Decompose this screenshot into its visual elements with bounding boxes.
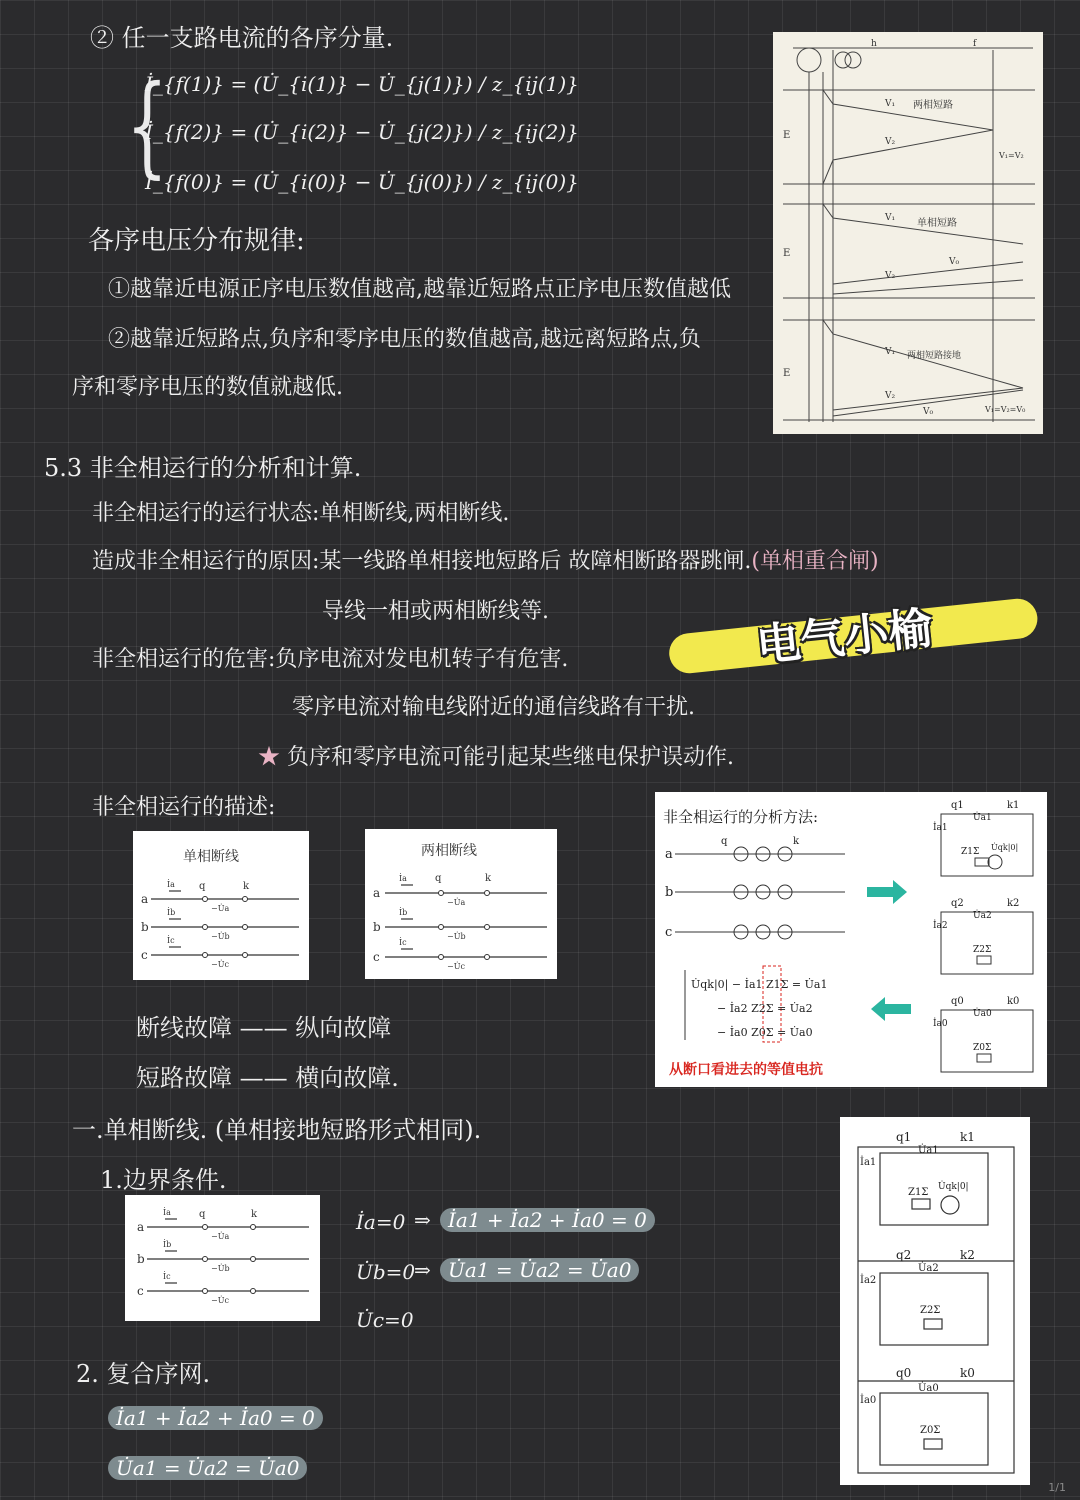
svg-text:İb: İb [163, 1240, 172, 1249]
svg-text:İa0: İa0 [933, 1019, 948, 1029]
svg-text:k0: k0 [1007, 996, 1020, 1007]
svg-text:Z0Σ: Z0Σ [973, 1043, 992, 1053]
note-cause: 造成非全相运行的原因:某一线路单相接地短路后 故障相断路器跳闸.(单相重合闸) [92, 549, 879, 574]
section-heading-5-3: 5.3 非全相运行的分析和计算. [44, 454, 362, 482]
svg-text:Z2Σ: Z2Σ [973, 945, 992, 955]
svg-text:Z0Σ: Z0Σ [920, 1425, 941, 1436]
generator-icon [797, 48, 821, 72]
svg-text:Z1Σ: Z1Σ [908, 1187, 929, 1198]
svg-text:Z1Σ: Z1Σ [961, 847, 980, 857]
svg-text:q1: q1 [896, 1130, 912, 1144]
svg-text:c: c [373, 950, 380, 964]
figure-voltage-distribution [773, 32, 1043, 434]
svg-text:b: b [141, 920, 149, 934]
note-composite-network: 2. 复合序网. [76, 1360, 211, 1388]
svg-text:İa: İa [163, 1208, 171, 1217]
svg-text:b: b [373, 920, 381, 934]
equation-zero-sequence: İ_{f(0)} = (U̇_{i(0)} − U̇_{j(0)}) / z_{ij(0)} [145, 170, 579, 194]
svg-text:q: q [199, 881, 206, 892]
boundary-ub: U̇b=0 [356, 1260, 416, 1284]
svg-text:f: f [973, 39, 977, 49]
svg-text:V₂: V₂ [885, 137, 896, 147]
svg-text:V₁: V₁ [885, 213, 896, 223]
svg-text:V₀: V₀ [923, 407, 934, 417]
svg-text:−U̇a: −U̇a [211, 1232, 230, 1241]
figure-title-two-break: 两相断线 [421, 843, 477, 859]
svg-text:c: c [137, 1284, 144, 1298]
note-cause-reclosing: (单相重合闸) [751, 549, 879, 574]
svg-text:V₁: V₁ [885, 347, 896, 357]
left-brace: { [126, 61, 168, 189]
svg-text:İc: İc [167, 936, 175, 945]
svg-text:İa1: İa1 [933, 823, 948, 833]
arrow-right-icon [867, 880, 907, 904]
svg-text:U̇qk|0|: U̇qk|0| [991, 843, 1019, 852]
svg-text:b: b [137, 1252, 145, 1266]
svg-text:İb: İb [399, 908, 408, 917]
label-two-phase-ground: 两相短路接地 [907, 351, 962, 361]
svg-text:q0: q0 [896, 1366, 912, 1380]
equation-negative-sequence: İ_{f(2)} = (U̇_{i(2)} − U̇_{j(2)}) / z_{ij(2)} [145, 120, 579, 144]
svg-text:İc: İc [163, 1272, 171, 1281]
arrow-left-icon [871, 997, 911, 1021]
boundary-voltage-equal: U̇a1 = U̇a2 = U̇a0 [440, 1258, 639, 1282]
svg-text:İa: İa [167, 880, 175, 889]
label-single-phase-short: 单相短路 [917, 218, 957, 229]
svg-text:V₁: V₁ [885, 99, 896, 109]
voltage-distribution-diagram [773, 32, 1043, 434]
svg-text:U̇qk|0|: U̇qk|0| [938, 1182, 969, 1192]
svg-text:U̇a2: U̇a2 [973, 911, 992, 921]
svg-text:b: b [665, 885, 674, 900]
svg-text:q1: q1 [951, 800, 964, 811]
svg-text:E: E [783, 130, 791, 141]
note-rule-2-cont: 序和零序电压的数值就越低. [72, 375, 343, 400]
figure-single-break-boundary [125, 1195, 320, 1321]
svg-text:−U̇a: −U̇a [211, 904, 230, 913]
stamp-text: 电气小榆 [754, 602, 935, 672]
note-boundary-conditions: 1.边界条件. [100, 1166, 227, 1194]
svg-text:k1: k1 [960, 1130, 975, 1144]
note-longitudinal-fault: 断线故障 —— 纵向故障 [136, 1014, 392, 1042]
note-rule-2: ②越靠近短路点,负序和零序电压的数值越高,越远离短路点,负 [108, 327, 701, 352]
boundary-uc: U̇c=0 [356, 1308, 414, 1332]
transformer-icon [835, 52, 851, 68]
note-single-phase-break: 一.单相断线. (单相接地短路形式相同). [72, 1116, 482, 1144]
result-current-sum: İa1 + İa2 + İa0 = 0 [108, 1406, 323, 1430]
svg-text:a: a [373, 886, 381, 900]
svg-text:c: c [665, 925, 673, 940]
svg-text:a: a [141, 892, 149, 906]
note-rule-1: ①越靠近电源正序电压数值越高,越靠近短路点正序电压数值越低 [108, 277, 731, 302]
svg-text:İa0: İa0 [860, 1395, 877, 1406]
note-description-heading: 非全相运行的描述: [92, 795, 276, 820]
note-operation-state: 非全相运行的运行状态:单相断线,两相断线. [92, 501, 510, 526]
svg-text:q2: q2 [951, 898, 964, 909]
figure-analysis-method [655, 792, 1047, 1087]
star-icon: ★ [258, 745, 281, 770]
svg-text:−U̇c: −U̇c [211, 1296, 229, 1305]
page-number: 1/1 [1048, 1481, 1066, 1494]
figure-single-phase-break [133, 831, 309, 980]
svg-text:E: E [783, 248, 791, 259]
boundary-current-sum: İa1 + İa2 + İa0 = 0 [440, 1208, 655, 1232]
svg-text:V₂: V₂ [885, 391, 896, 401]
svg-text:−U̇a: −U̇a [447, 898, 466, 907]
svg-text:k2: k2 [960, 1248, 975, 1262]
svg-text:q: q [199, 1209, 206, 1220]
label-v1-eq-v2: V₁=V₂ [999, 151, 1024, 160]
svg-text:q2: q2 [896, 1248, 912, 1262]
svg-text:k2: k2 [1007, 898, 1020, 909]
svg-text:−U̇b: −U̇b [211, 932, 230, 941]
svg-text:a: a [665, 847, 673, 862]
svg-text:h: h [871, 39, 877, 49]
svg-text:U̇a0: U̇a0 [918, 1383, 939, 1394]
svg-text:k: k [243, 881, 250, 892]
svg-text:U̇a0: U̇a0 [973, 1009, 992, 1019]
svg-text:İa2: İa2 [933, 921, 948, 931]
svg-text:−U̇c: −U̇c [211, 960, 229, 969]
note-line-branch-current: ② 任一支路电流的各序分量. [90, 24, 394, 52]
svg-text:q0: q0 [951, 996, 964, 1007]
note-hazard-2: 零序电流对输电线附近的通信线路有干扰. [292, 695, 695, 720]
svg-text:İa: İa [399, 874, 407, 883]
svg-text:c: c [141, 948, 148, 962]
svg-text:V₀: V₀ [949, 257, 960, 267]
equation-positive-sequence: İ_{f(1)} = (U̇_{i(1)} − U̇_{j(1)}) / z_{ij(1)} [145, 72, 579, 96]
svg-text:E: E [783, 368, 791, 379]
svg-text:a: a [137, 1220, 145, 1234]
svg-text:İb: İb [167, 908, 176, 917]
svg-text:−U̇b: −U̇b [211, 1264, 230, 1273]
label-v1-eq-v2-eq-v0: V₁=V₂=V₀ [985, 405, 1026, 414]
note-cause-2: 导线一相或两相断线等. [322, 599, 549, 624]
method-eq-negative: − İa2 Z2Σ = U̇a2 [717, 1002, 813, 1015]
note-hazard-3: ★ 负序和零序电流可能引起某些继电保护误动作. [258, 745, 735, 770]
note-hazard: 非全相运行的危害:负序电流对发电机转子有危害. [92, 647, 569, 672]
result-voltage-equal: U̇a1 = U̇a2 = U̇a0 [108, 1456, 307, 1480]
svg-text:İa2: İa2 [860, 1275, 877, 1286]
boundary-ia: İa=0 [356, 1210, 406, 1234]
svg-text:k: k [485, 873, 492, 884]
svg-text:U̇a1: U̇a1 [973, 813, 992, 823]
svg-text:q: q [435, 873, 442, 884]
watermark-stamp [665, 579, 1040, 687]
svg-text:U̇a2: U̇a2 [918, 1263, 939, 1274]
note-transverse-fault: 短路故障 —— 横向故障. [136, 1064, 399, 1092]
svg-text:−U̇c: −U̇c [447, 962, 465, 971]
svg-text:q: q [721, 836, 728, 847]
label-two-phase-short: 两相短路 [913, 100, 953, 111]
implies-arrow-2: ⇒ [414, 1258, 431, 1282]
svg-text:İc: İc [399, 938, 407, 947]
svg-text:U̇a1: U̇a1 [918, 1145, 939, 1156]
note-voltage-distribution-heading: 各序电压分布规律: [88, 226, 305, 256]
svg-text:V₂: V₂ [885, 271, 896, 281]
svg-text:k: k [793, 836, 800, 847]
svg-text:k0: k0 [960, 1366, 975, 1380]
svg-text:k1: k1 [1007, 800, 1020, 811]
method-caption: 从断口看进去的等值电抗 [669, 1062, 823, 1078]
figure-title-single-break: 单相断线 [183, 849, 239, 865]
svg-text:İa1: İa1 [860, 1157, 877, 1168]
figure-two-phase-break [365, 829, 557, 979]
svg-text:k: k [251, 1209, 258, 1220]
implies-arrow-1: ⇒ [414, 1208, 431, 1232]
method-eq-zero: − İa0 Z0Σ = U̇a0 [717, 1026, 813, 1039]
method-eq-positive: U̇qk|0| − İa1 Z1Σ = U̇a1 [691, 978, 828, 991]
figure-composite-network [840, 1117, 1030, 1485]
method-title: 非全相运行的分析方法: [663, 808, 819, 826]
svg-text:−U̇b: −U̇b [447, 932, 466, 941]
svg-text:Z2Σ: Z2Σ [920, 1305, 941, 1316]
